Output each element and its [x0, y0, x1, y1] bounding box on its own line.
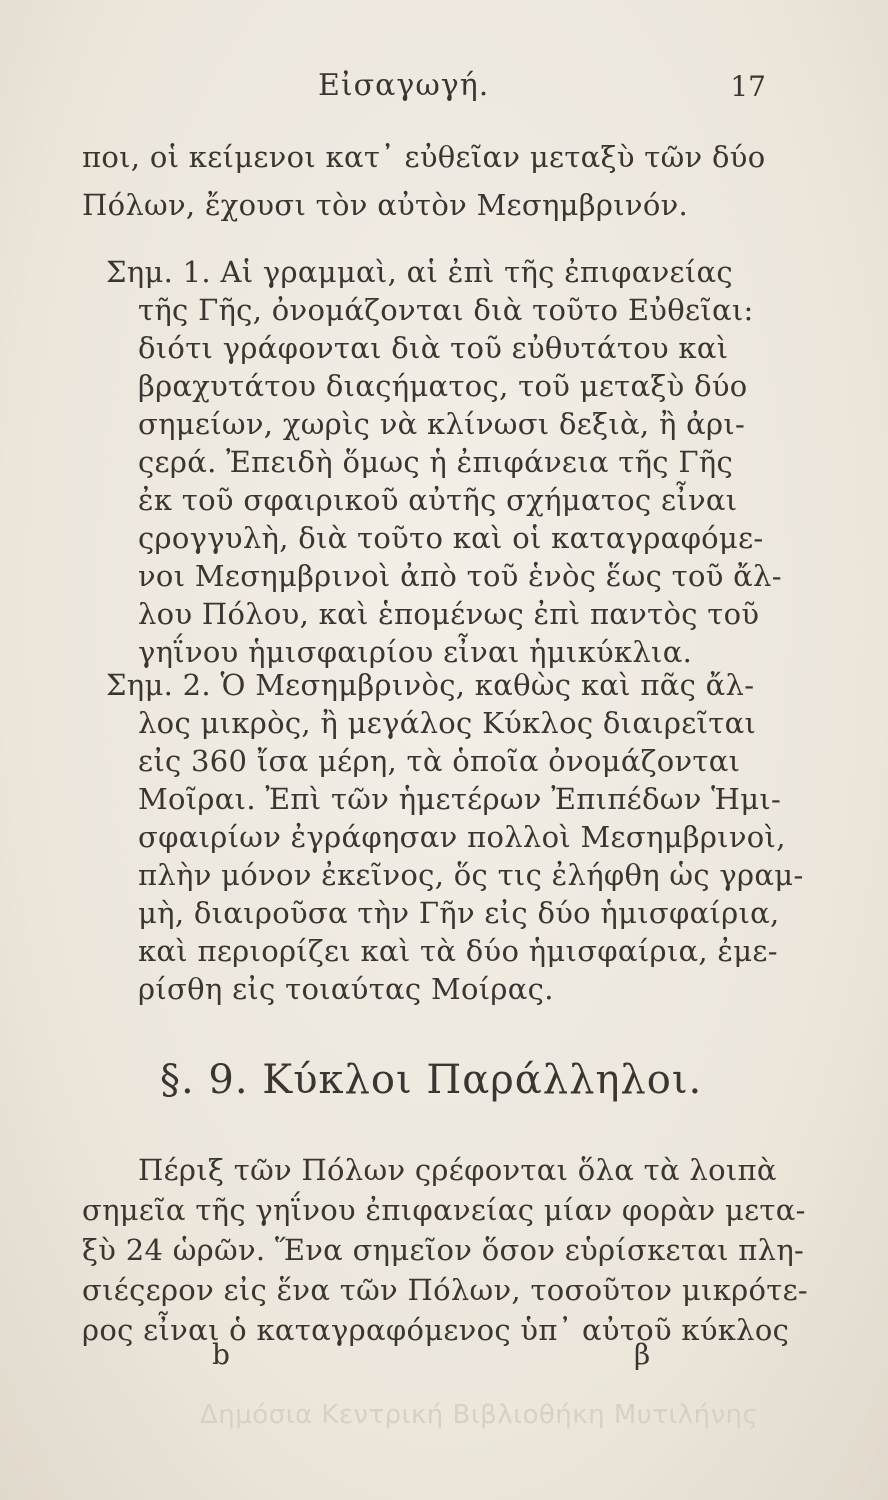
text-line: Πέριξ τῶν Πόλων ςρέφονται ὅλα τὰ λοιπὰ [138, 1153, 777, 1187]
text-line: ξὺ 24 ὡρῶν. Ἕνα σημεῖον ὅσον εὑρίσκεται πλη- [82, 1233, 805, 1267]
section-heading: §. 9. Κύκλοι Παράλληλοι. [160, 1057, 703, 1103]
note-line: ςερά. Ἐπειδὴ ὅμως ἡ ἐπιφάνεια τῆς Γῆς [138, 445, 734, 479]
signature-mark-right: β [634, 1338, 651, 1371]
running-head: Εἰσαγωγή. [318, 68, 490, 103]
page-footer [0, 1338, 888, 1378]
page-number: 17 [730, 70, 766, 103]
note-line: ἐκ τοῦ σφαιρικοῦ αὐτῆς σχήματος εἶναι [138, 483, 738, 517]
note-line: τῆς Γῆς, ὀνομάζονται διὰ τοῦτο Εὐθεῖαι: [138, 293, 754, 327]
page-header [0, 68, 888, 108]
note-line: γηΐνου ἡμισφαιρίου εἶναι ἡμικύκλια. [138, 635, 693, 669]
note-line: Σημ. 1. Αἱ γραμμαὶ, αἱ ἐπὶ τῆς ἐπιφανείας [106, 255, 733, 289]
note-line: βραχυτάτου διαςήματος, τοῦ μεταξὺ δύο [138, 369, 748, 403]
note-line: εἰς 360 ἴσα μέρη, τὰ ὁποῖα ὀνομάζονται [138, 744, 741, 778]
note-line: καὶ περιορίζει καὶ τὰ δύο ἡμισφαίρια, ἐμε- [138, 934, 778, 968]
note-line: λος μικρὸς, ἢ μεγάλος Κύκλος διαιρεῖται [138, 706, 757, 740]
note-line: μὴ, διαιροῦσα τὴν Γῆν εἰς δύο ἡμισφαίρια, [138, 896, 780, 930]
signature-mark-left: b [212, 1338, 230, 1371]
note-line: νοι Μεσημβρινοὶ ἀπὸ τοῦ ἑνὸς ἕως τοῦ ἄλ- [138, 559, 782, 593]
text-line: ρος εἶναι ὁ καταγραφόμενος ὑπ᾽ αὐτοῦ κύκλος [82, 1313, 790, 1347]
note-line: ςρογγυλὴ, διὰ τοῦτο καὶ οἱ καταγραφόμε- [138, 521, 764, 555]
note-line: σημείων, χωρὶς νὰ κλίνωσι δεξιὰ, ἢ ἀρι- [138, 407, 746, 441]
note-line: Σημ. 2. Ὁ Μεσημβρινὸς, καθὼς καὶ πᾶς ἄλ- [106, 668, 755, 702]
text-line: σιέςερον εἰς ἕνα τῶν Πόλων, τοσοῦτον μικρότε- [82, 1273, 808, 1307]
note-line: σφαιρίων ἐγράφησαν πολλοὶ Μεσημβρινοὶ, [138, 820, 786, 854]
text-line: σημεῖα τῆς γηΐνου ἐπιφανείας μίαν φορὰν μετα- [82, 1193, 806, 1227]
text-line: ποι, οἱ κείμενοι κατ᾽ εὐθεῖαν μεταξὺ τῶν δύο [82, 140, 766, 174]
library-watermark: Δημόσια Κεντρική Βιβλιοθήκη Μυτιλήνης [200, 1400, 759, 1430]
note-line: πλὴν μόνον ἐκεῖνος, ὅς τις ἐλήφθη ὡς γραμ- [138, 858, 804, 892]
note-line: λου Πόλου, καὶ ἑπομένως ἐπὶ παντὸς τοῦ [138, 597, 760, 631]
note-line: Μοῖραι. Ἐπὶ τῶν ἡμετέρων Ἐπιπέδων Ἡμι- [138, 782, 782, 816]
text-line: Πόλων, ἔχουσι τὸν αὐτὸν Μεσημβρινόν. [82, 188, 689, 222]
note-line: διότι γράφονται διὰ τοῦ εὐθυτάτου καὶ [138, 331, 729, 365]
note-line: ρίσθη εἰς τοιαύτας Μοίρας. [138, 972, 554, 1006]
